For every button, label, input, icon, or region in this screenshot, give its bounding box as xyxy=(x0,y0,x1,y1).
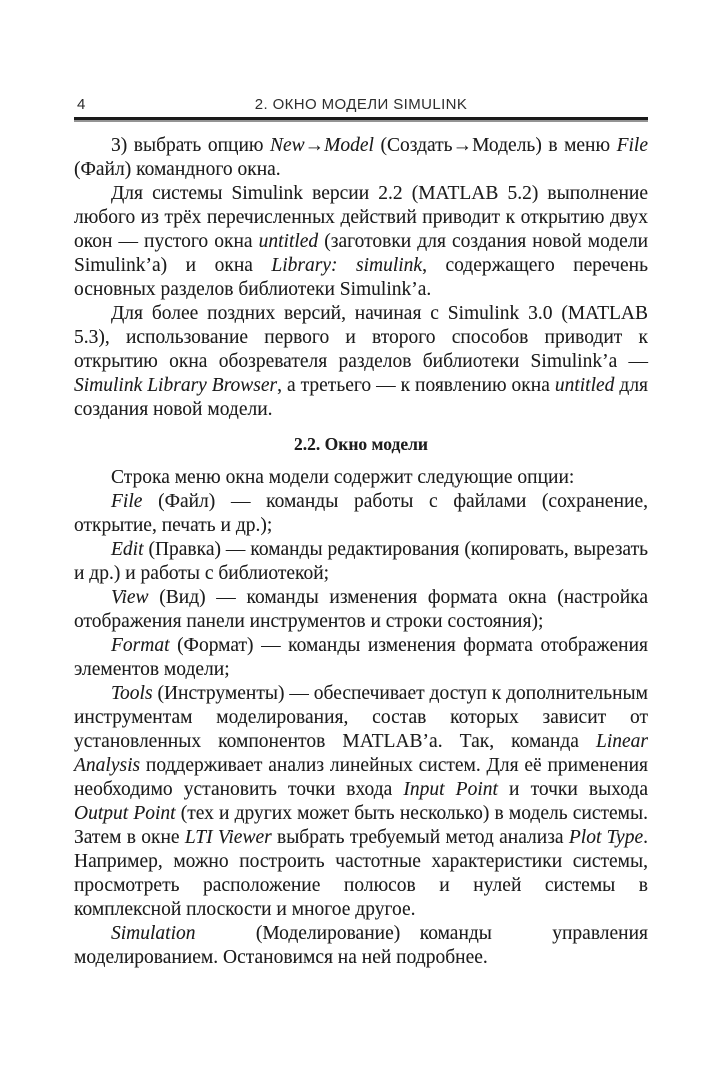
text-run: (Файл) командного окна. xyxy=(74,159,281,180)
page-number: 4 xyxy=(77,96,86,113)
text-run: (Инструменты) — обеспечивает доступ к дополнительным инструментам моделирования, состав которых зависит от установленных компонентов MATLAB’а. Так, команда xyxy=(74,683,648,752)
text-run: (тех и других может быть несколько) в модель системы. Затем в окне xyxy=(74,803,648,848)
italic-run: New→Model xyxy=(269,135,374,156)
text-run: (Правка) — команды редактирования (копировать, вырезать и др.) и работы с библиотекой; xyxy=(74,539,648,584)
paragraph xyxy=(74,182,648,302)
text-run: для создания новой модели. xyxy=(74,375,649,420)
italic-run: Plot Type xyxy=(568,827,644,848)
text-run: 3) выбрать опцию xyxy=(111,135,270,156)
italic-run: untitled xyxy=(554,375,615,396)
text-run: Для системы Simulink версии 2.2 (MATLAB 5.2) выполнение любого из трёх перечисленных действий приводит к открытию двух окон — пустого окна xyxy=(74,183,648,252)
text-column xyxy=(74,88,648,970)
italic-run: Simulink Library Browser xyxy=(74,375,278,396)
text-run: (заготовки для создания новой модели Simulink’а) и окна xyxy=(74,231,648,276)
paragraph xyxy=(74,466,648,490)
running-header xyxy=(74,88,648,113)
text-run: Строка меню окна модели содержит следующие опции: xyxy=(111,467,575,488)
intro-paragraphs xyxy=(74,134,648,422)
text-run: (Вид) — команды изменения формата окна (настройка отображения панели инструментов и строки состояния); xyxy=(74,587,648,632)
italic-run: View xyxy=(111,587,149,608)
italic-run: Input Point xyxy=(403,779,498,800)
italic-run: Output Point xyxy=(74,803,176,824)
body-text xyxy=(74,134,648,970)
italic-run: File xyxy=(111,491,143,512)
italic-run: Linear Analysis xyxy=(74,731,648,776)
italic-run: Library: simulink xyxy=(271,255,423,276)
paragraph xyxy=(74,302,648,422)
paragraph xyxy=(74,490,648,538)
italic-run: Tools xyxy=(111,683,153,704)
text-run: (Моделирование) команды управления моделированием. Остановимся на ней подробнее. xyxy=(74,923,648,968)
text-run: выбрать требуемый метод анализа xyxy=(271,827,569,848)
italic-run: untitled xyxy=(258,231,319,252)
text-run: поддерживает анализ линейных систем. Для её применения необходимо установить точки входа xyxy=(74,755,648,800)
paragraph xyxy=(74,922,648,970)
text-run: и точки выхода xyxy=(497,779,648,800)
text-run: , а третьего — к появлению окна xyxy=(277,375,555,396)
italic-run: Edit xyxy=(111,539,144,560)
italic-run: File xyxy=(616,135,648,156)
paragraph xyxy=(74,634,648,682)
italic-run: Simulation xyxy=(111,923,196,944)
italic-run: Format xyxy=(111,635,170,656)
text-run: (Формат) — команды изменения формата отображения элементов модели; xyxy=(74,635,648,680)
paragraph xyxy=(74,586,648,634)
italic-run: LTI Viewer xyxy=(184,827,272,848)
text-run: (Файл) — команды работы с файлами (сохранение, открытие, печать и др.); xyxy=(74,491,648,536)
paragraph xyxy=(74,682,648,922)
text-run: , содержащего перечень основных разделов библиотеки Simulink’а. xyxy=(74,255,648,300)
section-paragraphs xyxy=(74,466,648,970)
text-run: (Создать→Модель) в меню xyxy=(373,135,617,156)
paragraph xyxy=(74,538,648,586)
section-heading: 2.2. Окно модели xyxy=(294,434,428,454)
text-run: . Например, можно построить частотные характеристики системы, просмотреть расположение полюсов и нулей системы в комплексной плоскости и многое другое. xyxy=(74,827,648,920)
text-run: Для более поздних версий, начиная с Simulink 3.0 (MATLAB 5.3), использование первого и второго способов приводит к открытию окна обозревателя разделов библиотеки Simulink’а — xyxy=(74,303,648,372)
header-rule xyxy=(74,117,648,120)
paragraph xyxy=(74,134,648,182)
running-header-title: 2. ОКНО МОДЕЛИ SIMULINK xyxy=(254,96,468,113)
